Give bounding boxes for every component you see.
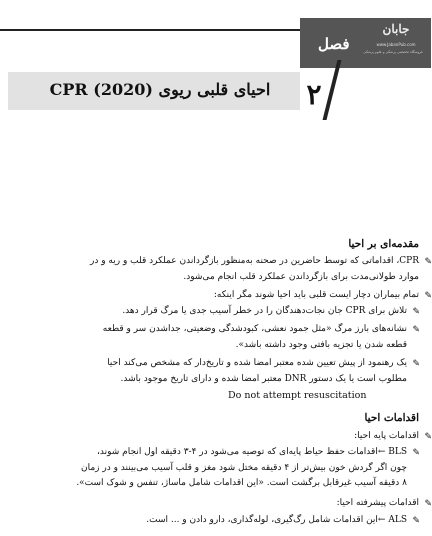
section-heading-actions: اقدامات احیا <box>364 412 419 424</box>
text-line: اقدامات پیشرفته احیا: <box>336 498 419 508</box>
publisher-logo <box>350 10 425 66</box>
paragraph-exception-death-signs <box>29 322 420 353</box>
text-line: اقدامات پایه احیا: <box>354 431 419 441</box>
pen-bullet-icon: ✎ <box>412 307 420 317</box>
pen-bullet-icon: ✎ <box>424 257 432 267</box>
text-line: یک رهنمود از پیش تعیین شده معتبر امضا شده و تاریخ‌دار که مشخص می‌کند احیا <box>107 358 407 368</box>
pen-bullet-icon: ✎ <box>412 325 420 335</box>
chapter-title: احیای قلبی ریوی CPR (2020) <box>49 80 271 99</box>
text-line: چون اگر گردش خون بیش‌تر از ۴ دقیقه مختل شود مغز و قلب آسیب می‌بینند و در زمان <box>80 462 407 473</box>
dnr-english-note: Do not attempt resuscitation <box>228 390 367 401</box>
logo-tagline: فروشگاه تخصصی پزشکی و علوم پزشکی <box>363 50 423 54</box>
text-line: تمام بیماران دچار ایست قلبی باید احیا شوند مگر اینکه: <box>213 290 419 300</box>
paragraph-als-detail <box>29 513 420 529</box>
paragraph-cpr-definition <box>29 254 432 285</box>
paragraph-exception-danger <box>29 304 420 320</box>
pen-bullet-icon: ✎ <box>412 448 420 458</box>
logo-title: جابان <box>382 22 410 36</box>
text-line: مطلوب است یا یک دستور DNR معتبر امضا شده و دارای تاریخ موجود باشد. <box>120 373 407 384</box>
chapter-number: ۲ <box>306 78 322 111</box>
paragraph-exception-dnr <box>29 356 420 387</box>
paragraph-basic-life-support <box>29 429 432 445</box>
pen-bullet-icon: ✎ <box>412 516 420 526</box>
logo-website: www.JabanPub.com <box>376 42 416 47</box>
text-line: ALS ←این اقدامات شامل رگ‌گیری، لوله‌گذاری، دارو دادن و ... است. <box>146 515 407 525</box>
text-line: قطعه شدن یا تجزیه بافتی وجود داشته باشد». <box>235 339 407 350</box>
paragraph-resuscitation-rule <box>29 288 432 304</box>
text-line: BLS ←اقدامات حفظ حیاط پایه‌ای که توصیه می‌شود در ۴-۳ دقیقه اول انجام شوند، <box>97 447 407 457</box>
pen-bullet-icon: ✎ <box>424 499 432 509</box>
paragraph-advanced-life-support <box>29 496 432 512</box>
pen-bullet-icon: ✎ <box>424 291 432 301</box>
text-line: نشانه‌های بارز مرگ «مثل جمود نعشی، کبودشدگی وضعیتی، جداشدن سر و قطعه <box>102 324 407 334</box>
text-line: موارد طولانی‌مدت برای بازگرداندن عملکرد قلب انجام می‌شود. <box>183 271 419 282</box>
pen-bullet-icon: ✎ <box>424 432 432 442</box>
text-line: ۸ دقیقه آسیب غیرقابل برگشت است. «این اقدامات شامل ماساژ، تنفس و شوک است». <box>76 478 407 488</box>
paragraph-bls-detail <box>29 445 420 492</box>
section-heading-intro: مقدمه‌ای بر احیا <box>348 238 419 250</box>
text-line: CPR، اقداماتی که توسط حاضرین در صحنه به‌منظور بازگرداندن عملکرد قلب و ریه و در <box>89 256 419 266</box>
chapter-label: فصل <box>318 35 350 53</box>
text-line: تلاش برای CPR جان نجات‌دهندگان را در خطر آسیب جدی یا مرگ قرار دهد. <box>122 306 407 316</box>
header-rule <box>0 29 300 31</box>
pen-bullet-icon: ✎ <box>412 359 420 369</box>
